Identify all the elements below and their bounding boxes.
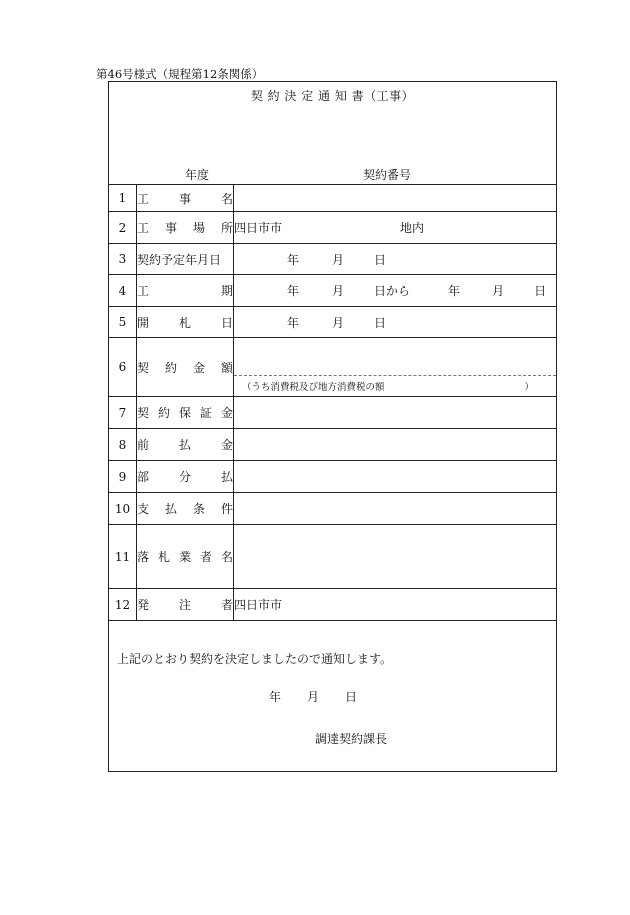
tax-label: （うち消費税及び地方消費税の額: [242, 382, 385, 393]
item-value[interactable]: [234, 493, 557, 525]
item-char: 保: [178, 406, 191, 420]
row-number: 2: [109, 212, 137, 244]
value-text: 四日市市: [234, 598, 283, 612]
item-char: 証: [199, 406, 212, 420]
item-char: 落: [137, 550, 150, 564]
row-number: 6: [109, 338, 137, 397]
row-10: [109, 493, 557, 525]
item-char: 場: [192, 221, 205, 235]
row-8: [109, 429, 557, 461]
item-label: [137, 212, 234, 244]
row-11: [109, 525, 557, 589]
item-char: 事: [164, 221, 177, 235]
notice-text: 上記のとおり契約を決定しましたので通知します。: [117, 652, 393, 666]
item-value[interactable]: [234, 275, 557, 307]
item-char: 金: [192, 360, 205, 375]
row-2: [109, 212, 557, 244]
item-char: 件: [220, 502, 233, 516]
row-5: [109, 307, 557, 338]
contract-amount-field[interactable]: [234, 338, 556, 376]
row-number: 8: [109, 429, 137, 461]
document-title: 契 約 決 定 通 知 書（工事）: [250, 89, 415, 103]
row-number: 10: [109, 493, 137, 525]
fiscal-year-label: 年度: [185, 168, 210, 182]
item-char: 約: [157, 406, 170, 420]
row-number: 5: [109, 307, 137, 338]
item-label: [137, 493, 234, 525]
item-label: [137, 461, 234, 493]
item-char: 工: [137, 284, 150, 298]
item-char: 払: [220, 470, 233, 484]
tax-close-paren: ）: [524, 382, 534, 393]
row-number: 3: [109, 244, 137, 275]
item-char: 分: [178, 470, 191, 484]
item-label: [137, 589, 234, 621]
signer-title: 調達契約課長: [315, 732, 388, 746]
item-char: 発: [137, 598, 150, 612]
date-month: 月: [307, 690, 320, 704]
item-char: 約: [164, 360, 177, 375]
item-char: 金: [220, 438, 233, 452]
location-suffix: 地内: [400, 221, 425, 235]
end-date-part: 日: [534, 284, 547, 298]
item-value[interactable]: [234, 185, 557, 212]
date-part: 月: [332, 252, 345, 267]
item-char: 業: [178, 550, 191, 564]
row-6: [109, 338, 557, 397]
item-char: 者: [199, 550, 212, 564]
item-char: 札: [157, 550, 170, 564]
item-char: 支: [137, 502, 150, 516]
item-char: 部: [137, 470, 150, 484]
contract-number-label: 契約番号: [363, 168, 412, 182]
item-char: 額: [220, 360, 233, 375]
item-char: 工: [137, 191, 150, 206]
row-4: [109, 275, 557, 307]
item-value[interactable]: [234, 429, 557, 461]
item-value[interactable]: [234, 338, 557, 397]
item-value[interactable]: [234, 525, 557, 589]
item-char: 日: [220, 315, 233, 330]
row-1: [109, 185, 557, 212]
item-char: 工: [137, 221, 150, 235]
row-number: 12: [109, 589, 137, 621]
date-part: 年: [287, 252, 300, 267]
item-char: 者: [220, 598, 233, 612]
end-date-part: 年: [448, 284, 461, 298]
row-number: 4: [109, 275, 137, 307]
item-value[interactable]: [234, 244, 557, 275]
tax-amount-field[interactable]: [234, 376, 556, 396]
date-day: 日: [345, 690, 358, 704]
item-char: 札: [178, 315, 191, 330]
item-char: 契: [137, 360, 150, 375]
row-7: [109, 397, 557, 429]
row-12: [109, 589, 557, 621]
row-number: 9: [109, 461, 137, 493]
item-char: 名: [220, 550, 233, 564]
item-label: [137, 338, 234, 397]
item-char: 払: [164, 502, 177, 516]
item-char: 事: [178, 191, 191, 206]
item-value[interactable]: [234, 307, 557, 338]
item-char: 契: [137, 406, 150, 420]
item-value[interactable]: [234, 212, 557, 244]
form-number: 第46号様式（規程第12条関係）: [96, 67, 264, 81]
row-number: 11: [109, 525, 137, 589]
notice-date: [269, 688, 383, 705]
row-number: 7: [109, 397, 137, 429]
date-part: 年: [287, 284, 300, 298]
end-date-part: 月: [492, 284, 505, 298]
date-part: 日: [374, 315, 387, 330]
item-value[interactable]: [234, 461, 557, 493]
row-9: [109, 461, 557, 493]
date-part: 月: [332, 315, 345, 330]
item-char: 注: [178, 598, 191, 612]
value-text: 四日市市: [234, 221, 283, 235]
date-part: 月: [332, 284, 345, 298]
item-char: 所: [220, 221, 233, 235]
item-char: 期: [220, 284, 233, 298]
item-char: 条: [192, 502, 205, 516]
details-table: [108, 184, 557, 621]
item-label: [137, 525, 234, 589]
item-label: 契約予定年月日: [137, 244, 234, 275]
item-char: 払: [178, 438, 191, 452]
date-part: 日から: [374, 284, 411, 298]
item-label: [137, 397, 234, 429]
item-label: [137, 307, 234, 338]
item-char: 前: [137, 438, 150, 452]
item-label: [137, 429, 234, 461]
item-label: [137, 185, 234, 212]
item-value[interactable]: [234, 397, 557, 429]
notice-form: [108, 81, 557, 772]
item-char: 金: [220, 406, 233, 420]
item-label: [137, 275, 234, 307]
date-part: 年: [287, 315, 300, 330]
row-3: [109, 244, 557, 275]
row-number: 1: [109, 185, 137, 212]
item-char: 開: [137, 315, 150, 330]
date-year: 年: [269, 690, 282, 704]
item-char: 名: [220, 191, 233, 206]
date-part: 日: [374, 252, 387, 267]
item-value[interactable]: [234, 589, 557, 621]
